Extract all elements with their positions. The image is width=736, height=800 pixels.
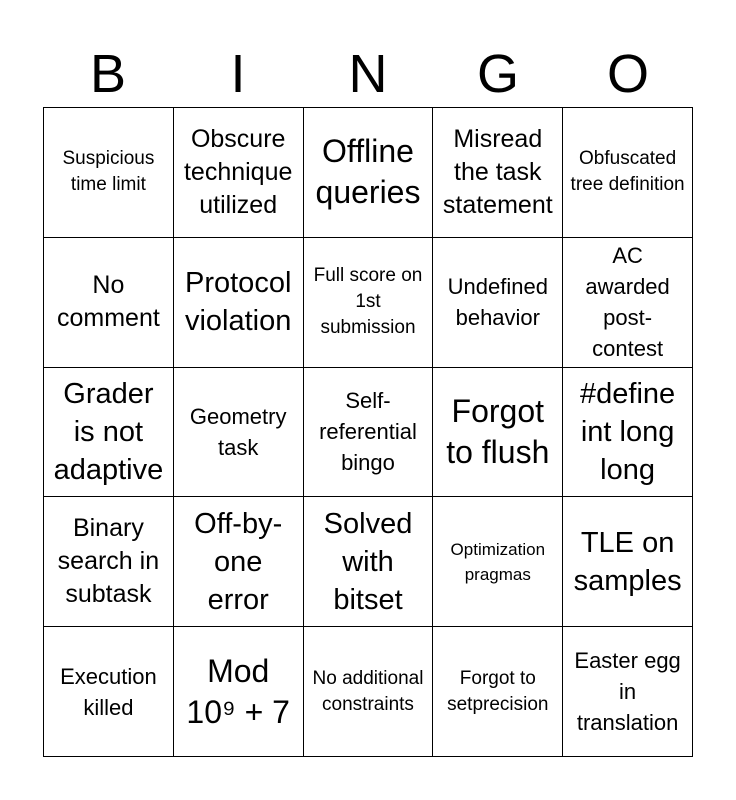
cell-text: Forgot to setprecision [447, 667, 549, 715]
bingo-cell[interactable] [563, 238, 693, 368]
cell-text: Execution killed [60, 663, 157, 720]
bingo-cell[interactable] [44, 497, 174, 627]
cell-text: Grader is not adaptive [53, 377, 164, 486]
bingo-cell[interactable] [433, 497, 563, 627]
header-letter-n: N [348, 44, 388, 104]
bingo-cell[interactable] [563, 108, 693, 238]
bingo-cell[interactable] [563, 497, 693, 627]
cell-text: Offline queries [315, 133, 421, 211]
cell-text: Solved with bitset [323, 507, 413, 616]
bingo-cell[interactable] [304, 108, 434, 238]
cell-text: Obscure technique utilized [183, 124, 293, 219]
bingo-cell[interactable] [304, 627, 434, 757]
cell-text: Self-referential bingo [319, 388, 417, 476]
cell-text: Optimization pragmas [450, 539, 546, 584]
bingo-cell[interactable] [174, 238, 304, 368]
cell-text: Off-by-one error [194, 507, 283, 616]
bingo-cell[interactable] [174, 368, 304, 498]
bingo-cell[interactable] [174, 497, 304, 627]
cell-text: Misread the task statement [442, 124, 553, 219]
header-letter-b: B [89, 44, 127, 104]
cell-text: Obfuscated tree definition [570, 148, 685, 196]
bingo-cell[interactable] [433, 627, 563, 757]
bingo-cell[interactable] [304, 368, 434, 498]
cell-text: No additional constraints [312, 667, 424, 715]
cell-text: Geometry task [189, 403, 287, 460]
bingo-cell[interactable] [44, 108, 174, 238]
bingo-cell[interactable] [174, 108, 304, 238]
header-letter-i: I [230, 44, 246, 104]
bingo-header [43, 40, 693, 108]
bingo-cell[interactable] [44, 627, 174, 757]
cell-text: No comment [56, 271, 160, 333]
bingo-cell[interactable] [304, 238, 434, 368]
bingo-cell[interactable] [44, 368, 174, 498]
bingo-cell[interactable] [563, 368, 693, 498]
bingo-cell[interactable] [174, 627, 304, 757]
cell-text: TLE on samples [573, 526, 682, 597]
cell-text: Forgot to flush [446, 392, 550, 470]
bingo-cell[interactable] [433, 238, 563, 368]
bingo-cell[interactable] [304, 497, 434, 627]
cell-text: Easter egg in translation [574, 648, 681, 736]
header-letter-g: G [476, 44, 519, 104]
bingo-cell[interactable] [44, 238, 174, 368]
bingo-grid [43, 107, 693, 757]
cell-text: Mod 10⁹ + 7 [186, 652, 290, 730]
cell-text: #define int long long [580, 377, 676, 486]
cell-text: AC awarded post-contest [585, 243, 670, 362]
bingo-cell[interactable] [433, 108, 563, 238]
cell-text: Suspicious time limit [62, 148, 155, 196]
cell-text: Undefined behavior [447, 274, 548, 331]
bingo-cell[interactable] [563, 627, 693, 757]
cell-text: Full score on 1st submission [313, 265, 423, 339]
cell-text: Protocol violation [184, 267, 292, 338]
bingo-cell[interactable] [433, 368, 563, 498]
cell-text: Binary search in subtask [57, 514, 160, 609]
header-letter-o: O [606, 44, 649, 104]
